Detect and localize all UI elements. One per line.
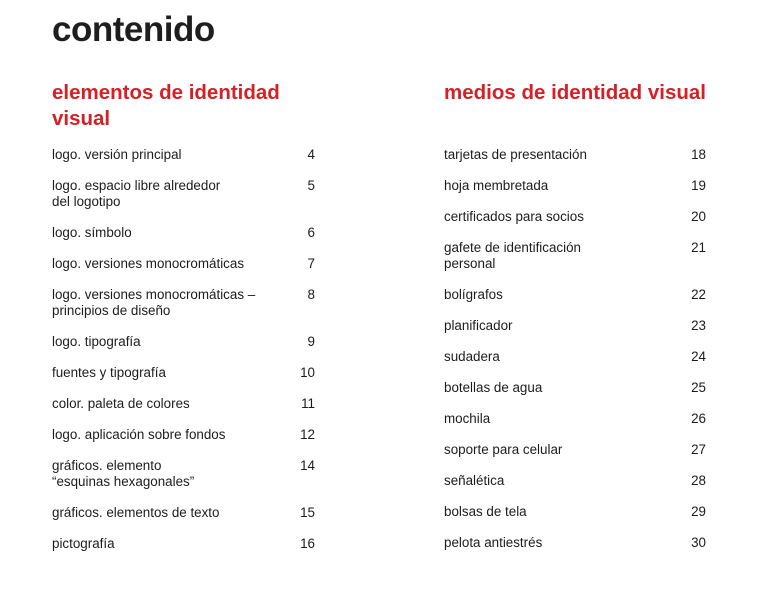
- left-toc-list: [52, 147, 315, 567]
- right-section: [444, 80, 709, 106]
- toc-item[interactable]: [444, 380, 706, 396]
- toc-item-page: 12: [300, 427, 315, 442]
- toc-item-page: 28: [691, 473, 706, 488]
- page-title: contenido: [52, 10, 215, 49]
- toc-item-page: 5: [307, 178, 315, 193]
- toc-item-page: 18: [691, 147, 706, 162]
- toc-item[interactable]: [52, 256, 315, 272]
- toc-item-page: 9: [307, 334, 315, 349]
- toc-item-label: logo. versiones monocromáticas – principios de diseño: [52, 287, 256, 318]
- toc-item[interactable]: [444, 240, 706, 272]
- toc-item-page: 19: [691, 178, 706, 193]
- toc-item[interactable]: [444, 411, 706, 427]
- toc-item-label: pictografía: [52, 536, 115, 551]
- toc-item-label: tarjetas de presentación: [444, 147, 587, 162]
- toc-item[interactable]: [52, 225, 315, 241]
- toc-item[interactable]: [52, 287, 315, 319]
- toc-item[interactable]: [444, 473, 706, 489]
- toc-item-label: color. paleta de colores: [52, 396, 190, 411]
- toc-item[interactable]: [444, 147, 706, 163]
- toc-item[interactable]: [444, 442, 706, 458]
- toc-item-label: mochila: [444, 411, 491, 426]
- toc-item-page: 15: [300, 505, 315, 520]
- toc-item[interactable]: [52, 427, 315, 443]
- toc-item-label: pelota antiestrés: [444, 535, 543, 550]
- toc-item[interactable]: [444, 349, 706, 365]
- toc-item-page: 24: [691, 349, 706, 364]
- toc-item-label: hoja membretada: [444, 178, 549, 193]
- toc-item-page: 16: [300, 536, 315, 551]
- toc-item-page: 14: [300, 458, 315, 473]
- toc-item-label: fuentes y tipografía: [52, 365, 166, 380]
- toc-item-label: planificador: [444, 318, 513, 333]
- toc-item-label: certificados para socios: [444, 209, 584, 224]
- toc-item[interactable]: [52, 365, 315, 381]
- toc-item-page: 26: [691, 411, 706, 426]
- toc-item-label: logo. versiones monocromáticas: [52, 256, 245, 271]
- toc-item[interactable]: [444, 504, 706, 520]
- toc-item-label: logo. espacio libre alrededor del logotipo: [52, 178, 221, 209]
- toc-item-page: 11: [301, 396, 315, 411]
- toc-item[interactable]: [444, 287, 706, 303]
- toc-item-label: logo. aplicación sobre fondos: [52, 427, 226, 442]
- toc-item[interactable]: [52, 536, 315, 552]
- toc-item-label: bolígrafos: [444, 287, 503, 302]
- toc-item[interactable]: [444, 318, 706, 334]
- toc-item[interactable]: [52, 334, 315, 350]
- toc-item[interactable]: [444, 209, 706, 225]
- toc-item[interactable]: [52, 147, 315, 163]
- toc-item-label: logo. símbolo: [52, 225, 132, 240]
- toc-item-page: 10: [300, 365, 315, 380]
- toc-item-page: 22: [691, 287, 706, 302]
- toc-item-label: gafete de identificación personal: [444, 240, 581, 271]
- toc-item-label: soporte para celular: [444, 442, 563, 457]
- toc-item[interactable]: [52, 396, 315, 412]
- toc-item-label: sudadera: [444, 349, 500, 364]
- toc-item-page: 21: [691, 240, 706, 255]
- toc-item-page: 23: [691, 318, 706, 333]
- toc-item-label: señalética: [444, 473, 505, 488]
- toc-item[interactable]: [444, 535, 706, 551]
- toc-item-label: botellas de agua: [444, 380, 543, 395]
- right-section-heading: medios de identidad visual: [444, 81, 707, 104]
- left-section-heading: elementos de identidad visual: [52, 81, 280, 130]
- right-toc-list: [444, 147, 706, 566]
- left-section: [52, 80, 322, 132]
- toc-item-label: gráficos. elemento “esquinas hexagonales”: [52, 458, 195, 489]
- toc-item-page: 25: [691, 380, 706, 395]
- toc-item-page: 4: [307, 147, 315, 162]
- toc-item[interactable]: [444, 178, 706, 194]
- toc-item-page: 6: [307, 225, 315, 240]
- toc-item-page: 30: [691, 535, 706, 550]
- toc-item[interactable]: [52, 178, 315, 210]
- toc-item-page: 7: [307, 256, 315, 271]
- toc-item[interactable]: [52, 458, 315, 490]
- toc-item-page: 29: [691, 504, 706, 519]
- toc-item-label: logo. versión principal: [52, 147, 182, 162]
- toc-item-page: 27: [691, 442, 706, 457]
- toc-item-page: 20: [691, 209, 706, 224]
- toc-item-page: 8: [307, 287, 315, 302]
- toc-item-label: bolsas de tela: [444, 504, 527, 519]
- toc-item-label: logo. tipografía: [52, 334, 141, 349]
- toc-item[interactable]: [52, 505, 315, 521]
- toc-item-label: gráficos. elementos de texto: [52, 505, 220, 520]
